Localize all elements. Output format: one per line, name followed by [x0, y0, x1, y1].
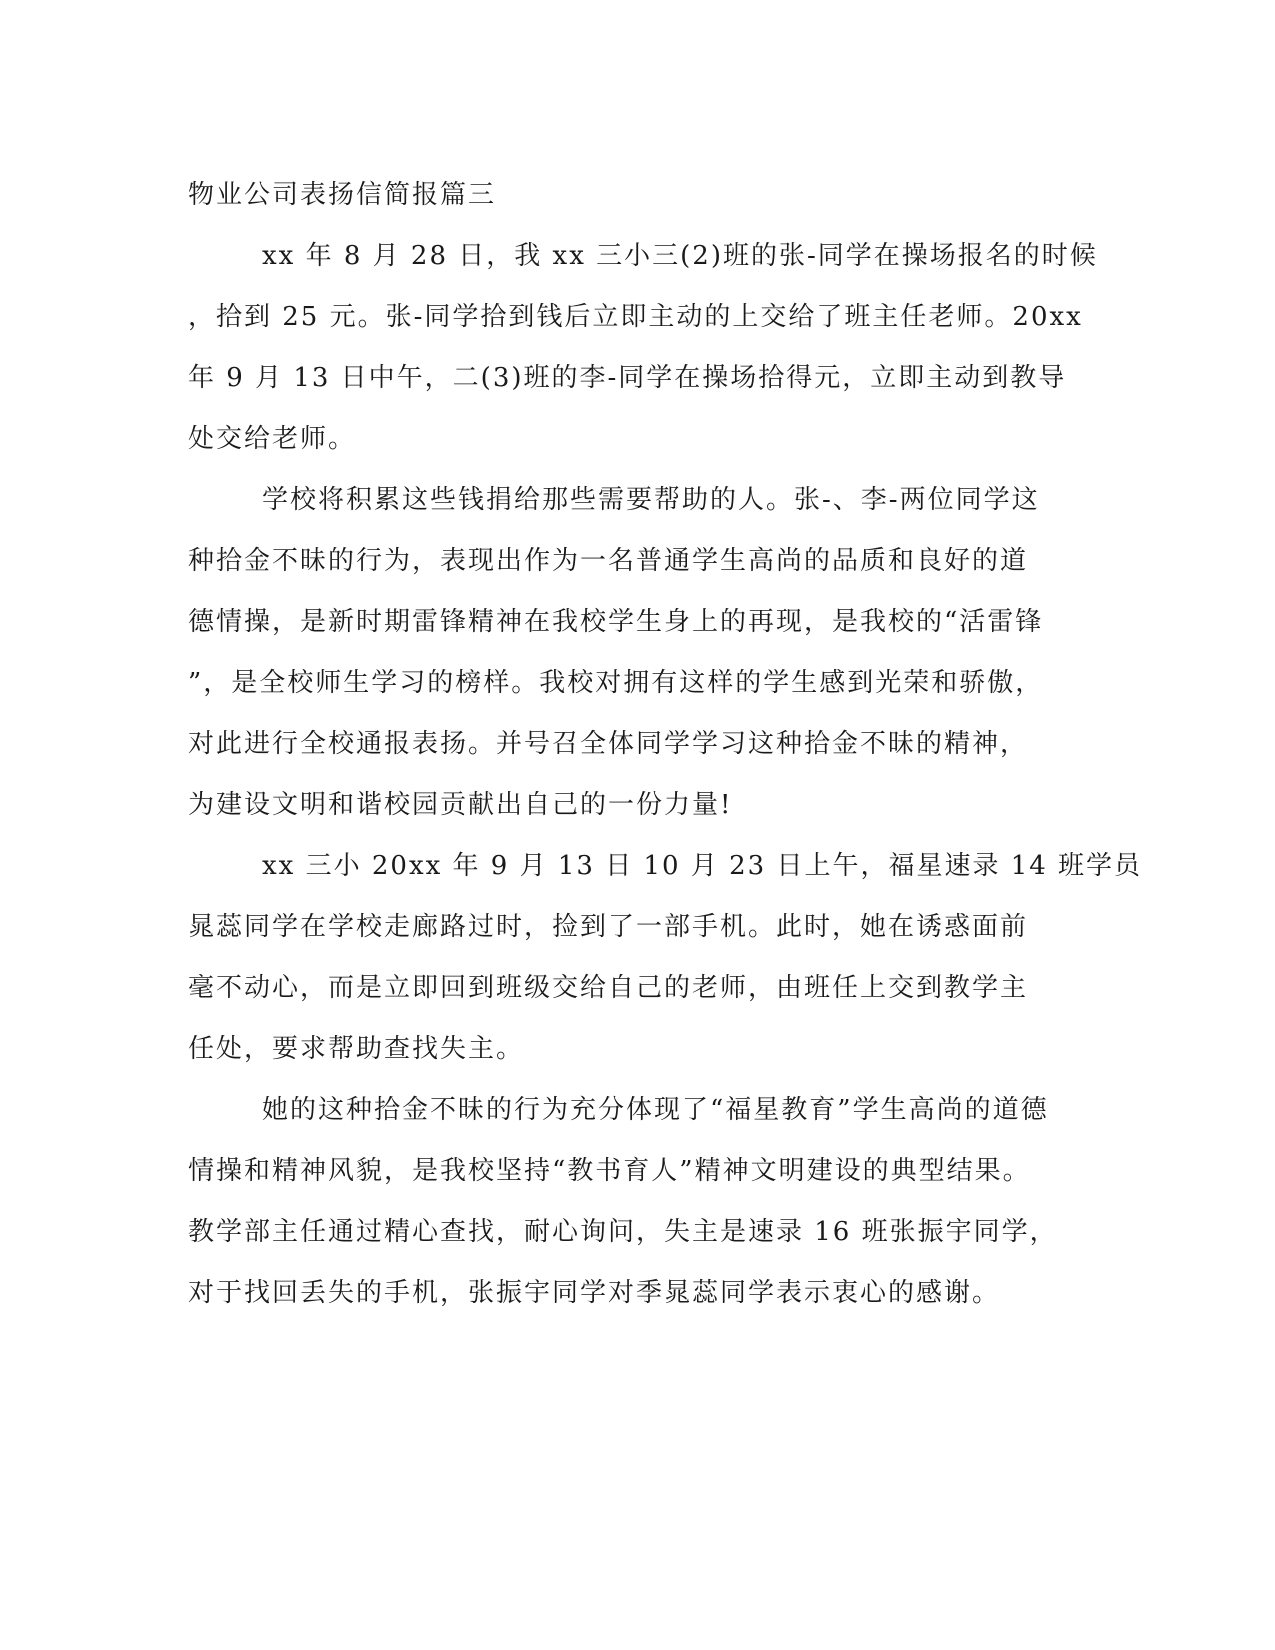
- paragraph-line: 任处，要求帮助查找失主。: [188, 1034, 525, 1064]
- paragraph-line: 年 9 月 13 日中午，二(3)班的李-同学在操场拾得元，立即主动到教导: [188, 363, 1067, 393]
- paragraph-line: 对于找回丢失的手机，张振宇同学对季晁蕊同学表示衷心的感谢。: [188, 1278, 1001, 1308]
- document-title: 物业公司表扬信简报篇三: [188, 180, 497, 210]
- paragraph-1: [188, 226, 1098, 470]
- paragraph-line: 德情操，是新时期雷锋精神在我校学生身上的再现，是我校的“活雷锋: [188, 607, 1044, 637]
- paragraph-line: 情操和精神风貌，是我校坚持“教书育人”精神文明建设的典型结果。: [188, 1156, 1031, 1186]
- paragraph-line: 种拾金不昧的行为，表现出作为一名普通学生高尚的品质和良好的道: [188, 546, 1029, 576]
- paragraph-line: ”，是全校师生学习的榜样。我校对拥有这样的学生感到光荣和骄傲，: [188, 668, 1044, 698]
- paragraph-line: ，拾到 25 元。张-同学拾到钱后立即主动的上交给了班主任老师。20xx: [188, 302, 1083, 332]
- paragraph-line: 晁蕊同学在学校走廊路过时，捡到了一部手机。此时，她在诱惑面前: [188, 912, 1029, 942]
- paragraph-line: xx 年 8 月 28 日，我 xx 三小三(2)班的张-同学在操场报名的时候: [262, 241, 1098, 271]
- paragraph-line: 对此进行全校通报表扬。并号召全体同学学习这种拾金不昧的精神，: [188, 729, 1029, 759]
- paragraph-line: xx 三小 20xx 年 9 月 13 日 10 月 23 日上午，福星速录 14 班学员: [262, 851, 1143, 881]
- paragraph-line: 为建设文明和谐校园贡献出自己的一份力量!: [188, 790, 733, 820]
- paragraph-line: 学校将积累这些钱捐给那些需要帮助的人。张-、李-两位同学这: [262, 485, 1040, 515]
- paragraph-3: [188, 836, 1143, 1080]
- paragraph-line: 处交给老师。: [188, 424, 357, 454]
- paragraph-line: 教学部主任通过精心查找，耐心询问，失主是速录 16 班张振宇同学，: [188, 1217, 1058, 1247]
- paragraph-line: 她的这种拾金不昧的行为充分体现了“福星教育”学生高尚的道德: [262, 1095, 1049, 1125]
- document-body: [188, 165, 1143, 1324]
- paragraph-4: [188, 1080, 1078, 1324]
- paragraph-2: [188, 470, 1078, 836]
- paragraph-line: 毫不动心，而是立即回到班级交给自己的老师，由班任上交到教学主: [188, 973, 1029, 1003]
